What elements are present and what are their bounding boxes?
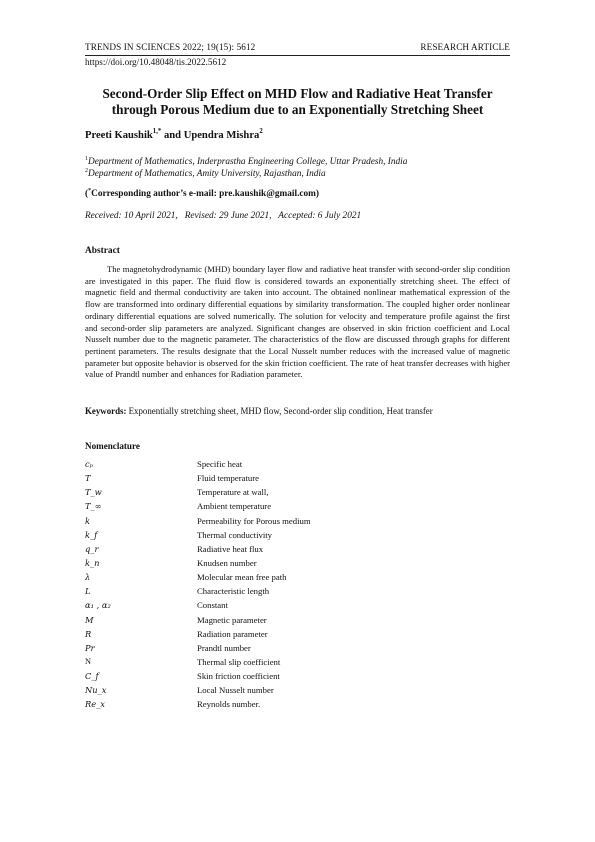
- nomenclature-symbol: k: [85, 515, 91, 526]
- article-type: RESEARCH ARTICLE: [420, 42, 510, 52]
- nomenclature-symbol: M: [85, 614, 94, 625]
- nomenclature-row: [85, 657, 415, 671]
- nomenclature-row: [85, 501, 415, 515]
- nomenclature-row: [85, 558, 415, 572]
- nomenclature-symbol: cₚ: [85, 459, 93, 469]
- nomenclature-row: [85, 473, 415, 487]
- nomenclature-symbol: R: [85, 628, 92, 639]
- affiliation: [85, 165, 326, 180]
- nomenclature-symbol: Re_x: [85, 699, 105, 710]
- nomenclature-symbol: T_∞: [85, 501, 102, 512]
- publication-dates: Received: 10 April 2021, Revised: 29 June 2021, Accepted: 6 July 2021: [85, 211, 362, 221]
- nomenclature-description: Permeability for Porous medium: [197, 515, 311, 526]
- nomenclature-row: [85, 685, 415, 699]
- affiliation-text: Department of Mathematics, Amity University, Rajasthan, India: [88, 169, 326, 179]
- nomenclature-row: [85, 530, 415, 544]
- affiliation-marker: 1: [85, 156, 88, 162]
- nomenclature-row: [85, 629, 415, 643]
- nomenclature-description: Reynolds number.: [197, 699, 261, 710]
- nomenclature-description: Magnetic parameter: [197, 614, 267, 625]
- nomenclature-symbol: Pr: [85, 642, 95, 653]
- nomenclature-description: Prandtl number: [197, 642, 251, 653]
- affiliation-marker: 2: [85, 168, 88, 174]
- nomenclature-row: [85, 586, 415, 600]
- nomenclature-description: Molecular mean free path: [197, 572, 287, 583]
- nomenclature-row: [85, 572, 415, 586]
- header-rule: [85, 55, 510, 56]
- nomenclature-description: Knudsen number: [197, 557, 257, 568]
- nomenclature-row: [85, 487, 415, 501]
- nomenclature-row: [85, 699, 415, 713]
- author-superscript: 2: [259, 128, 263, 135]
- nomenclature-description: Thermal conductivity: [197, 529, 273, 540]
- abstract-body: The magnetohydrodynamic (MHD) boundary layer flow and radiative heat transfer with second-order slip condition are investigated in this paper. The fluid flow is considered towards an exponentially stretching sheet. The effect of magnetic field and thermal conductivity are taken into account. The obtained nonlinear mathematical expression of the flow are transformed into ordinary differential equations by similarity transformation. The coupled higher order nonlinear ordinary differential equations are solved numerically. The solution for velocity and temperature profile against the first and second-order slip parameters are analyzed. Significant changes are observed in skin friction coefficient and Local Nusselt number due to the magnetic parameter. The characteristics of the flow are discussed through graphs for different pertinent parameters. The results designate that the Local Nusselt number reduces with the increased value of magnetic parameter but opposite behavior is observed for the skin friction coefficient. The rate of heat transfer decreases with higher value of Prandtl number and enhances for Radiation parameter.: [85, 264, 510, 380]
- nomenclature-description: Skin friction coefficient: [197, 671, 280, 682]
- nomenclature-row: [85, 643, 415, 657]
- nomenclature-description: Radiation parameter: [197, 628, 268, 639]
- running-header: [85, 42, 510, 56]
- nomenclature-symbol: T_w: [85, 487, 102, 498]
- keywords-text: Exponentially stretching sheet, MHD flow, Second-order slip condition, Heat transfer: [126, 406, 433, 416]
- corresponding-marker: *: [88, 188, 92, 194]
- nomenclature-symbol: L: [85, 586, 91, 597]
- author-superscript: 1,*: [152, 128, 162, 135]
- corresponding-email-text: Corresponding author’s e-mail: pre.kaushik@gmail.com): [91, 189, 320, 199]
- nomenclature-row: [85, 459, 415, 473]
- nomenclature-description: Fluid temperature: [197, 473, 260, 484]
- nomenclature-symbol: q_r: [85, 543, 99, 554]
- paper-title: Second-Order Slip Effect on MHD Flow and Radiative Heat Transfer through Porous Medium due to an Exponentially Stretching Sheet: [102, 86, 493, 117]
- author-connector: and: [161, 130, 184, 141]
- nomenclature-symbol: α₁ , α₂: [85, 600, 111, 611]
- nomenclature-symbol: k_n: [85, 557, 100, 568]
- abstract-heading: Abstract: [85, 246, 120, 256]
- author-name: Upendra Mishra: [183, 130, 260, 141]
- journal-citation: TRENDS IN SCIENCES 2022; 19(15): 5612: [85, 42, 256, 52]
- nomenclature-symbol: T: [85, 473, 91, 484]
- nomenclature-row: [85, 516, 415, 530]
- nomenclature-description: Thermal slip coefficient: [197, 656, 281, 667]
- nomenclature-symbol: C_f: [85, 671, 99, 682]
- keywords-label: Keywords:: [85, 406, 127, 416]
- author-name: Preeti Kaushik: [85, 130, 153, 141]
- author-line: [85, 128, 263, 141]
- nomenclature-symbol: k_f: [85, 529, 98, 540]
- nomenclature-heading: Nomenclature: [85, 441, 140, 451]
- nomenclature-list: [85, 459, 415, 714]
- keywords-line: [85, 406, 433, 416]
- nomenclature-description: Specific heat: [197, 459, 243, 469]
- nomenclature-description: Radiative heat flux: [197, 543, 264, 554]
- nomenclature-row: [85, 600, 415, 614]
- nomenclature-symbol: Nu_x: [85, 685, 107, 696]
- nomenclature-description: Temperature at wall,: [197, 487, 269, 498]
- nomenclature-description: Ambient temperature: [197, 501, 272, 512]
- nomenclature-description: Characteristic length: [197, 586, 270, 597]
- nomenclature-row: [85, 544, 415, 558]
- corresponding-paren: (: [85, 189, 89, 199]
- nomenclature-row: [85, 671, 415, 685]
- nomenclature-symbol: λ: [85, 572, 91, 583]
- doi-link[interactable]: https://doi.org/10.48048/tis.2022.5612: [85, 57, 227, 67]
- nomenclature-description: Local Nusselt number: [197, 685, 274, 696]
- nomenclature-row: [85, 615, 415, 629]
- corresponding-author: [85, 188, 319, 199]
- affiliation-text: Department of Mathematics, Inderprastha Engineering College, Uttar Pradesh, India: [88, 157, 408, 167]
- nomenclature-description: Constant: [197, 600, 228, 611]
- nomenclature-symbol: N: [85, 656, 91, 666]
